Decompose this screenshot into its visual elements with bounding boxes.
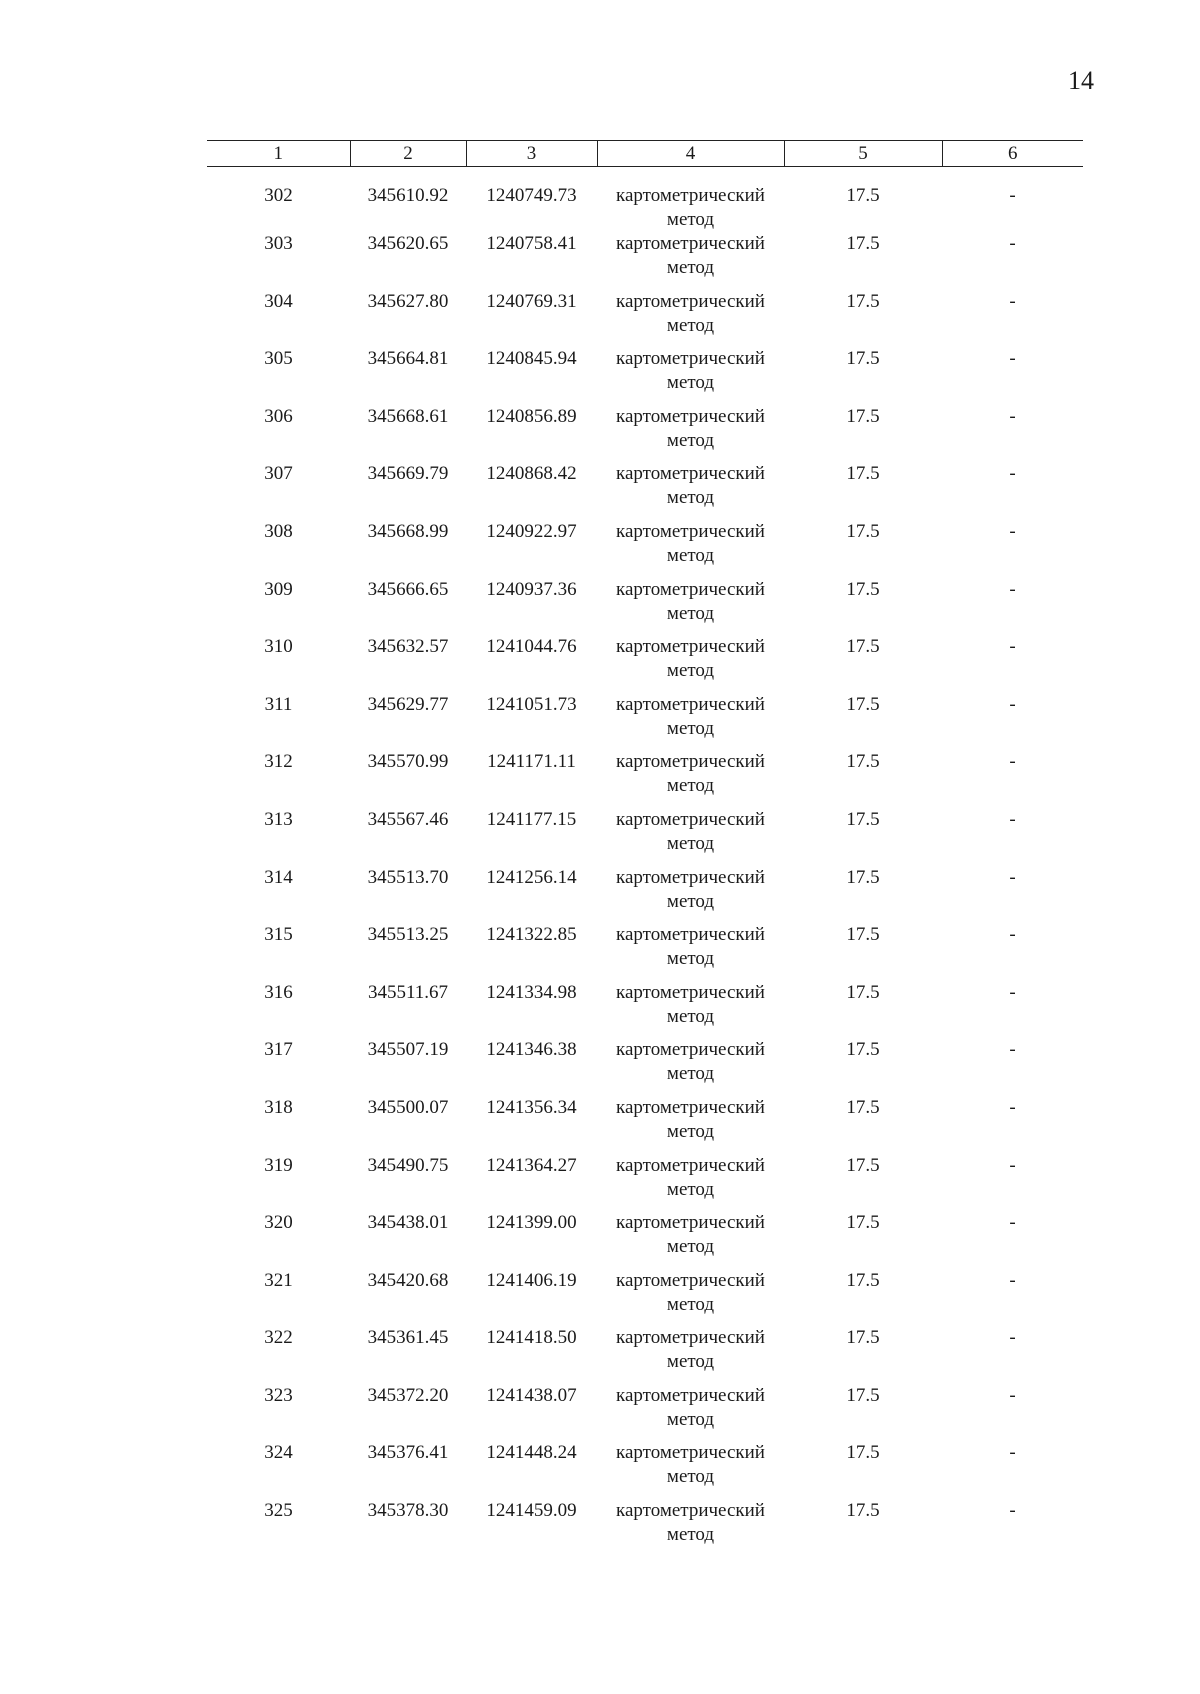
method-text-line-2: метод xyxy=(666,948,715,970)
note-cell: - xyxy=(1009,693,1016,715)
method-text-line-2: метод xyxy=(666,314,715,336)
table-row xyxy=(207,232,1083,290)
point-number-cell: 309 xyxy=(264,578,293,600)
method-text-line-2: метод xyxy=(666,1408,715,1430)
point-number-cell: 316 xyxy=(264,981,293,1003)
coordinate-y-cell: 1240868.42 xyxy=(486,463,577,485)
coordinate-x-cell: 345570.99 xyxy=(367,751,449,773)
point-number-cell: 307 xyxy=(264,463,293,485)
coordinate-x-cell: 345668.99 xyxy=(367,520,449,542)
method-cell xyxy=(597,462,784,520)
method-text-line-1: картометрический xyxy=(616,924,765,946)
coordinate-x-cell: 345420.68 xyxy=(367,1269,449,1291)
coordinate-x-cell: 345632.57 xyxy=(367,636,449,658)
note-cell: - xyxy=(1009,981,1016,1003)
method-cell xyxy=(597,578,784,636)
method-text-line-1: картометрический xyxy=(616,1269,765,1291)
method-text-line-1: картометрический xyxy=(616,290,765,312)
method-text-line-1: картометрический xyxy=(616,1442,765,1464)
note-cell: - xyxy=(1009,290,1016,312)
note-cell: - xyxy=(1009,1212,1016,1234)
table-row xyxy=(207,462,1083,520)
coordinate-y-cell: 1241346.38 xyxy=(486,1039,577,1061)
coordinate-y-cell: 1241448.24 xyxy=(486,1442,577,1464)
point-number-cell: 302 xyxy=(264,185,293,206)
coordinate-x-cell: 345511.67 xyxy=(367,981,449,1003)
table-row xyxy=(207,167,1083,233)
point-number-cell: 321 xyxy=(264,1269,293,1291)
method-text-line-1: картометрический xyxy=(616,1500,765,1522)
point-number-cell: 313 xyxy=(264,808,293,830)
note-cell: - xyxy=(1009,185,1016,206)
method-cell xyxy=(597,866,784,924)
table-row xyxy=(207,1269,1083,1327)
coordinate-x-cell: 345376.41 xyxy=(367,1442,449,1464)
coordinate-x-cell: 345500.07 xyxy=(367,1096,449,1118)
coordinate-y-cell: 1240749.73 xyxy=(486,185,577,206)
method-text-line-2: метод xyxy=(666,487,715,509)
table-row xyxy=(207,1384,1083,1442)
note-cell: - xyxy=(1009,1384,1016,1406)
coordinate-x-cell: 345378.30 xyxy=(367,1500,449,1522)
coordinate-x-cell: 345620.65 xyxy=(367,233,449,254)
coordinate-y-cell: 1241334.98 xyxy=(486,981,577,1003)
point-number-cell: 305 xyxy=(264,348,293,370)
method-text-line-2: метод xyxy=(666,544,715,566)
table-row xyxy=(207,1441,1083,1499)
coordinate-y-cell: 1240922.97 xyxy=(486,520,577,542)
method-cell xyxy=(597,520,784,578)
column-header-1: 1 xyxy=(207,141,350,167)
point-number-cell: 325 xyxy=(264,1500,293,1522)
coordinate-x-cell: 345513.25 xyxy=(367,924,449,946)
table-row xyxy=(207,1038,1083,1096)
coordinate-x-cell: 345669.79 xyxy=(367,463,449,485)
point-number-cell: 319 xyxy=(264,1154,293,1176)
coordinate-y-cell: 1241399.00 xyxy=(486,1212,577,1234)
coordinate-x-cell: 345610.92 xyxy=(367,185,449,206)
coordinate-y-cell: 1240845.94 xyxy=(486,348,577,370)
accuracy-cell: 17.5 xyxy=(846,1384,880,1406)
accuracy-cell: 17.5 xyxy=(846,1269,880,1291)
accuracy-cell: 17.5 xyxy=(846,1327,880,1349)
coordinate-x-cell: 345372.20 xyxy=(367,1384,449,1406)
table-row xyxy=(207,520,1083,578)
method-cell xyxy=(597,1441,784,1499)
method-text-line-1: картометрический xyxy=(616,981,765,1003)
coordinate-x-cell: 345361.45 xyxy=(367,1327,449,1349)
method-text-line-1: картометрический xyxy=(616,1039,765,1061)
method-text-line-2: метод xyxy=(666,429,715,451)
coordinate-y-cell: 1240856.89 xyxy=(486,405,577,427)
method-text-line-1: картометрический xyxy=(616,1384,765,1406)
method-text-line-2: метод xyxy=(666,1351,715,1373)
table-body xyxy=(207,167,1083,1557)
coordinate-y-cell: 1240758.41 xyxy=(486,233,577,254)
coordinate-x-cell: 345627.80 xyxy=(367,290,449,312)
table-row xyxy=(207,750,1083,808)
method-cell xyxy=(597,923,784,981)
method-text-line-1: картометрический xyxy=(616,1327,765,1349)
method-cell xyxy=(597,1211,784,1269)
method-text-line-2: метод xyxy=(666,717,715,739)
method-text-line-2: метод xyxy=(666,1005,715,1027)
note-cell: - xyxy=(1009,1039,1016,1061)
method-cell xyxy=(597,167,784,233)
method-text-line-1: картометрический xyxy=(616,1096,765,1118)
coordinate-y-cell: 1241459.09 xyxy=(486,1500,577,1522)
method-text-line-2: метод xyxy=(666,1524,715,1546)
coordinate-x-cell: 345666.65 xyxy=(367,578,449,600)
method-text-line-1: картометрический xyxy=(616,233,765,254)
coordinate-y-cell: 1241418.50 xyxy=(486,1327,577,1349)
table-row xyxy=(207,693,1083,751)
accuracy-cell: 17.5 xyxy=(846,693,880,715)
column-header-4: 4 xyxy=(597,141,784,167)
note-cell: - xyxy=(1009,924,1016,946)
coordinate-y-cell: 1241406.19 xyxy=(486,1269,577,1291)
method-text-line-1: картометрический xyxy=(616,463,765,485)
accuracy-cell: 17.5 xyxy=(846,924,880,946)
accuracy-cell: 17.5 xyxy=(846,290,880,312)
accuracy-cell: 17.5 xyxy=(846,1500,880,1522)
method-text-line-2: метод xyxy=(666,775,715,797)
coordinate-x-cell: 345664.81 xyxy=(367,348,449,370)
method-text-line-2: метод xyxy=(666,1120,715,1142)
coordinate-y-cell: 1240937.36 xyxy=(486,578,577,600)
note-cell: - xyxy=(1009,751,1016,773)
accuracy-cell: 17.5 xyxy=(846,636,880,658)
method-text-line-1: картометрический xyxy=(616,578,765,600)
method-text-line-1: картометрический xyxy=(616,751,765,773)
coordinate-y-cell: 1241051.73 xyxy=(486,693,577,715)
method-text-line-1: картометрический xyxy=(616,693,765,715)
accuracy-cell: 17.5 xyxy=(846,1442,880,1464)
accuracy-cell: 17.5 xyxy=(846,1096,880,1118)
note-cell: - xyxy=(1009,808,1016,830)
method-text-line-1: картометрический xyxy=(616,1212,765,1234)
note-cell: - xyxy=(1009,405,1016,427)
note-cell: - xyxy=(1009,463,1016,485)
method-cell xyxy=(597,750,784,808)
accuracy-cell: 17.5 xyxy=(846,185,880,206)
point-number-cell: 304 xyxy=(264,290,293,312)
column-header-3: 3 xyxy=(466,141,597,167)
accuracy-cell: 17.5 xyxy=(846,233,880,254)
column-header-2: 2 xyxy=(350,141,466,167)
method-cell xyxy=(597,1096,784,1154)
point-number-cell: 324 xyxy=(264,1442,293,1464)
note-cell: - xyxy=(1009,1500,1016,1522)
point-number-cell: 310 xyxy=(264,636,293,658)
method-cell xyxy=(597,693,784,751)
header-row xyxy=(207,141,1083,167)
method-cell xyxy=(597,232,784,290)
point-number-cell: 323 xyxy=(264,1384,293,1406)
note-cell: - xyxy=(1009,1442,1016,1464)
point-number-cell: 315 xyxy=(264,924,293,946)
note-cell: - xyxy=(1009,1096,1016,1118)
point-number-cell: 308 xyxy=(264,520,293,542)
coordinate-y-cell: 1241177.15 xyxy=(486,808,577,830)
coordinate-y-cell: 1241044.76 xyxy=(486,636,577,658)
note-cell: - xyxy=(1009,866,1016,888)
coordinate-y-cell: 1241438.07 xyxy=(486,1384,577,1406)
method-text-line-1: картометрический xyxy=(616,866,765,888)
coordinate-y-cell: 1241364.27 xyxy=(486,1154,577,1176)
note-cell: - xyxy=(1009,233,1016,254)
method-cell xyxy=(597,290,784,348)
point-number-cell: 318 xyxy=(264,1096,293,1118)
method-cell xyxy=(597,1154,784,1212)
table-row xyxy=(207,1326,1083,1384)
accuracy-cell: 17.5 xyxy=(846,808,880,830)
accuracy-cell: 17.5 xyxy=(846,1039,880,1061)
method-cell xyxy=(597,1038,784,1096)
point-number-cell: 312 xyxy=(264,751,293,773)
note-cell: - xyxy=(1009,578,1016,600)
accuracy-cell: 17.5 xyxy=(846,348,880,370)
method-cell xyxy=(597,1326,784,1384)
method-cell xyxy=(597,808,784,866)
coordinates-table xyxy=(207,140,1083,1557)
table-row xyxy=(207,923,1083,981)
point-number-cell: 314 xyxy=(264,866,293,888)
method-text-line-2: метод xyxy=(666,1466,715,1488)
method-text-line-2: метод xyxy=(666,832,715,854)
note-cell: - xyxy=(1009,520,1016,542)
accuracy-cell: 17.5 xyxy=(846,866,880,888)
table-row xyxy=(207,808,1083,866)
table-row xyxy=(207,1154,1083,1212)
table-row xyxy=(207,635,1083,693)
table-row xyxy=(207,578,1083,636)
accuracy-cell: 17.5 xyxy=(846,520,880,542)
method-cell xyxy=(597,635,784,693)
table-row xyxy=(207,866,1083,924)
table-row xyxy=(207,1211,1083,1269)
table-row xyxy=(207,1499,1083,1557)
accuracy-cell: 17.5 xyxy=(846,1154,880,1176)
coordinate-y-cell: 1241171.11 xyxy=(487,751,576,773)
note-cell: - xyxy=(1009,348,1016,370)
accuracy-cell: 17.5 xyxy=(846,463,880,485)
method-cell xyxy=(597,405,784,463)
note-cell: - xyxy=(1009,636,1016,658)
table-row xyxy=(207,290,1083,348)
method-text-line-2: метод xyxy=(666,1236,715,1258)
method-cell xyxy=(597,1269,784,1327)
method-text-line-2: метод xyxy=(666,1063,715,1085)
method-text-line-2: метод xyxy=(666,1293,715,1315)
note-cell: - xyxy=(1009,1154,1016,1176)
accuracy-cell: 17.5 xyxy=(846,405,880,427)
method-cell xyxy=(597,1384,784,1442)
coordinate-y-cell: 1241356.34 xyxy=(486,1096,577,1118)
accuracy-cell: 17.5 xyxy=(846,1212,880,1234)
method-cell xyxy=(597,347,784,405)
page-number: 14 xyxy=(1068,66,1094,95)
method-cell xyxy=(597,1499,784,1557)
coordinate-x-cell: 345629.77 xyxy=(367,693,449,715)
method-text-line-1: картометрический xyxy=(616,1154,765,1176)
coordinate-x-cell: 345490.75 xyxy=(367,1154,449,1176)
method-text-line-2: метод xyxy=(666,1178,715,1200)
point-number-cell: 311 xyxy=(264,693,293,715)
method-cell xyxy=(597,981,784,1039)
method-text-line-1: картометрический xyxy=(616,636,765,658)
coordinate-y-cell: 1241256.14 xyxy=(486,866,577,888)
coordinate-x-cell: 345567.46 xyxy=(367,808,449,830)
method-text-line-2: метод xyxy=(666,257,715,278)
point-number-cell: 322 xyxy=(264,1327,293,1349)
coordinate-x-cell: 345438.01 xyxy=(367,1212,449,1234)
method-text-line-2: метод xyxy=(666,660,715,682)
method-text-line-1: картометрический xyxy=(616,348,765,370)
accuracy-cell: 17.5 xyxy=(846,751,880,773)
point-number-cell: 317 xyxy=(264,1039,293,1061)
method-text-line-1: картометрический xyxy=(616,520,765,542)
table-header xyxy=(207,141,1083,167)
method-text-line-2: метод xyxy=(666,890,715,912)
point-number-cell: 320 xyxy=(264,1212,293,1234)
method-text-line-2: метод xyxy=(666,602,715,624)
coordinate-x-cell: 345507.19 xyxy=(367,1039,449,1061)
accuracy-cell: 17.5 xyxy=(846,578,880,600)
note-cell: - xyxy=(1009,1327,1016,1349)
table-row xyxy=(207,405,1083,463)
method-text-line-1: картометрический xyxy=(616,185,765,206)
column-header-6: 6 xyxy=(942,141,1083,167)
method-text-line-2: метод xyxy=(666,372,715,394)
accuracy-cell: 17.5 xyxy=(846,981,880,1003)
method-text-line-2: метод xyxy=(666,209,715,230)
table-row xyxy=(207,347,1083,405)
point-number-cell: 303 xyxy=(264,233,293,254)
note-cell: - xyxy=(1009,1269,1016,1291)
method-text-line-1: картометрический xyxy=(616,808,765,830)
coordinate-x-cell: 345513.70 xyxy=(367,866,449,888)
coordinate-y-cell: 1240769.31 xyxy=(486,290,577,312)
method-text-line-1: картометрический xyxy=(616,405,765,427)
coordinate-x-cell: 345668.61 xyxy=(367,405,449,427)
table-row xyxy=(207,981,1083,1039)
coordinate-y-cell: 1241322.85 xyxy=(486,924,577,946)
table-row xyxy=(207,1096,1083,1154)
column-header-5: 5 xyxy=(784,141,942,167)
point-number-cell: 306 xyxy=(264,405,293,427)
